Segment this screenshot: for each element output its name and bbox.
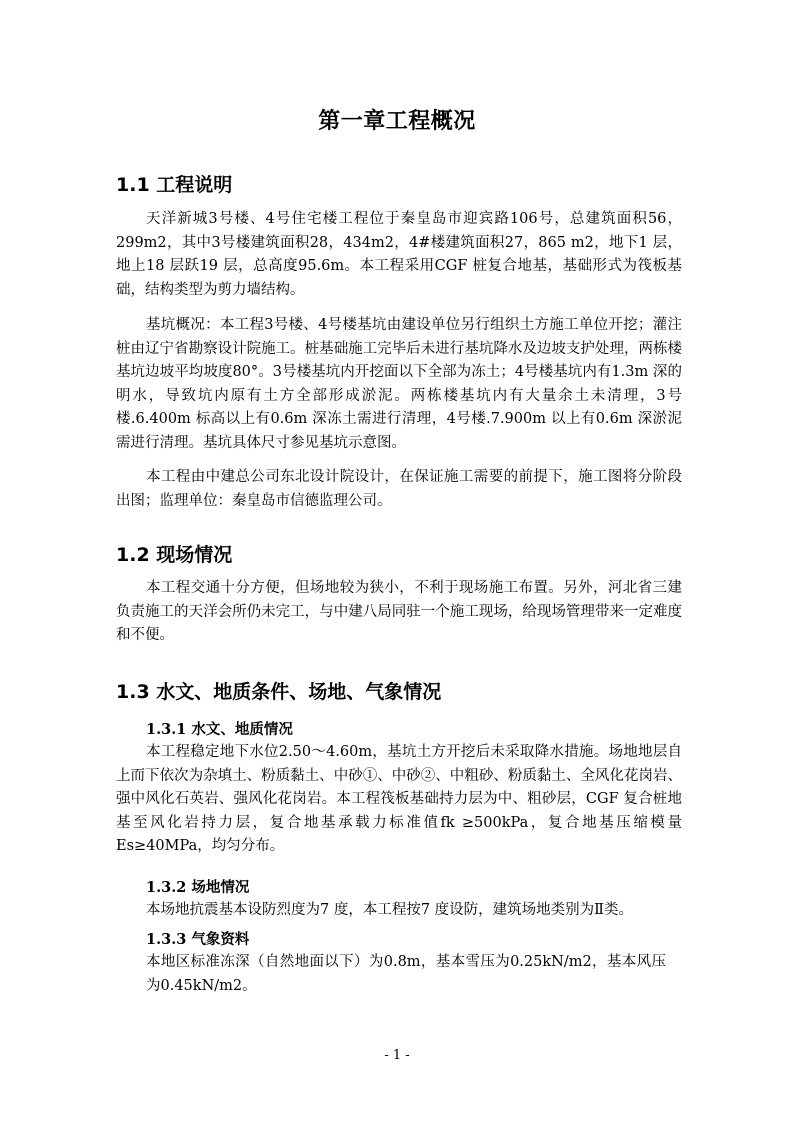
page-number: - 1 - bbox=[384, 1048, 410, 1063]
subsection-1-3-1-text: 本工程稳定地下水位2.50～4.60m，基坑土方开挖后未采取降水措施。场地地层自上而下依次为杂填土、粉质黏土、中砂①、中砂②、中粗砂、粉质黏土、全风化花岗岩、强中风化石英岩、强风化花岗岩。本工程筏板基础持力层为中、粗砂层，CGF 复合桩地基至风化岩持力层，复合地基承载力标准值fk ≥500kPa，复合地基压缩模量Es≥40MPa，均匀分布。 bbox=[116, 744, 682, 855]
subsection-heading-1-3-2: 1.3.2 场地情况 bbox=[146, 879, 250, 896]
section-heading-1-3: 1.3 水文、地质条件、场地、气象情况 bbox=[116, 681, 442, 703]
section-1-2-paragraph-1: 本工程交通十分方便，但场地较为狭小，不利于现场施工布置。另外，河北省三建负责施工的天洋会所仍未完工，与中建八局同驻一个施工现场，给现场管理带来一定难度和不便。 bbox=[116, 580, 682, 644]
chapter-title: 第一章工程概况 bbox=[318, 109, 476, 134]
section-heading-1-1: 1.1 工程说明 bbox=[116, 174, 233, 196]
section-1-1-paragraph-3: 本工程由中建总公司东北设计院设计，在保证施工需要的前提下，施工图将分阶段出图；监理单位：秦皇岛市信德监理公司。 bbox=[116, 469, 682, 509]
subsection-1-3-2-text: 本场地抗震基本设防烈度为7 度，本工程按7 度设防，建筑场地类别为Ⅱ类。 bbox=[146, 902, 634, 918]
section-1-1-paragraph-1: 天洋新城3号楼、4号住宅楼工程位于秦皇岛市迎宾路106号，总建筑面积56，299m2，其中3号楼建筑面积28，434m2，4#楼建筑面积27，865 m2，地下1 层，地上18 层跃19 层，总高度95.6m。本工程采用CGF 桩复合地基，基础形式为筏板基础，结构类型为剪力墙结构。 bbox=[116, 211, 682, 298]
subsection-heading-1-3-1: 1.3.1 水文、地质情况 bbox=[146, 721, 293, 738]
subsection-1-3-3-text: 本地区标准冻深（自然地面以下）为0.8m，基本雪压为0.25kN/m2，基本风压为0.45kN/m2。 bbox=[146, 954, 666, 994]
subsection-heading-1-3-3: 1.3.3 气象资料 bbox=[146, 931, 250, 948]
section-heading-1-2: 1.2 现场情况 bbox=[116, 544, 233, 566]
section-1-1-paragraph-2: 基坑概况：本工程3号楼、4号楼基坑由建设单位另行组织土方施工单位开挖；灌注桩由辽宁省勘察设计院施工。桩基础施工完毕后未进行基坑降水及边坡支护处理，两栋楼基坑边坡平均坡度80°。3号楼基坑内开挖面以下全部为冻土；4号楼基坑内有1.3m 深的明水，导致坑内原有土方全部形成淤泥。两栋楼基坑内有大量余土未清理，3号楼.6.400m 标高以上有0.6m 深冻土需进行清理，4号楼.7.900m 以上有0.6m 深淤泥需进行清理。基坑具体尺寸参见基坑示意图。 bbox=[116, 317, 682, 451]
